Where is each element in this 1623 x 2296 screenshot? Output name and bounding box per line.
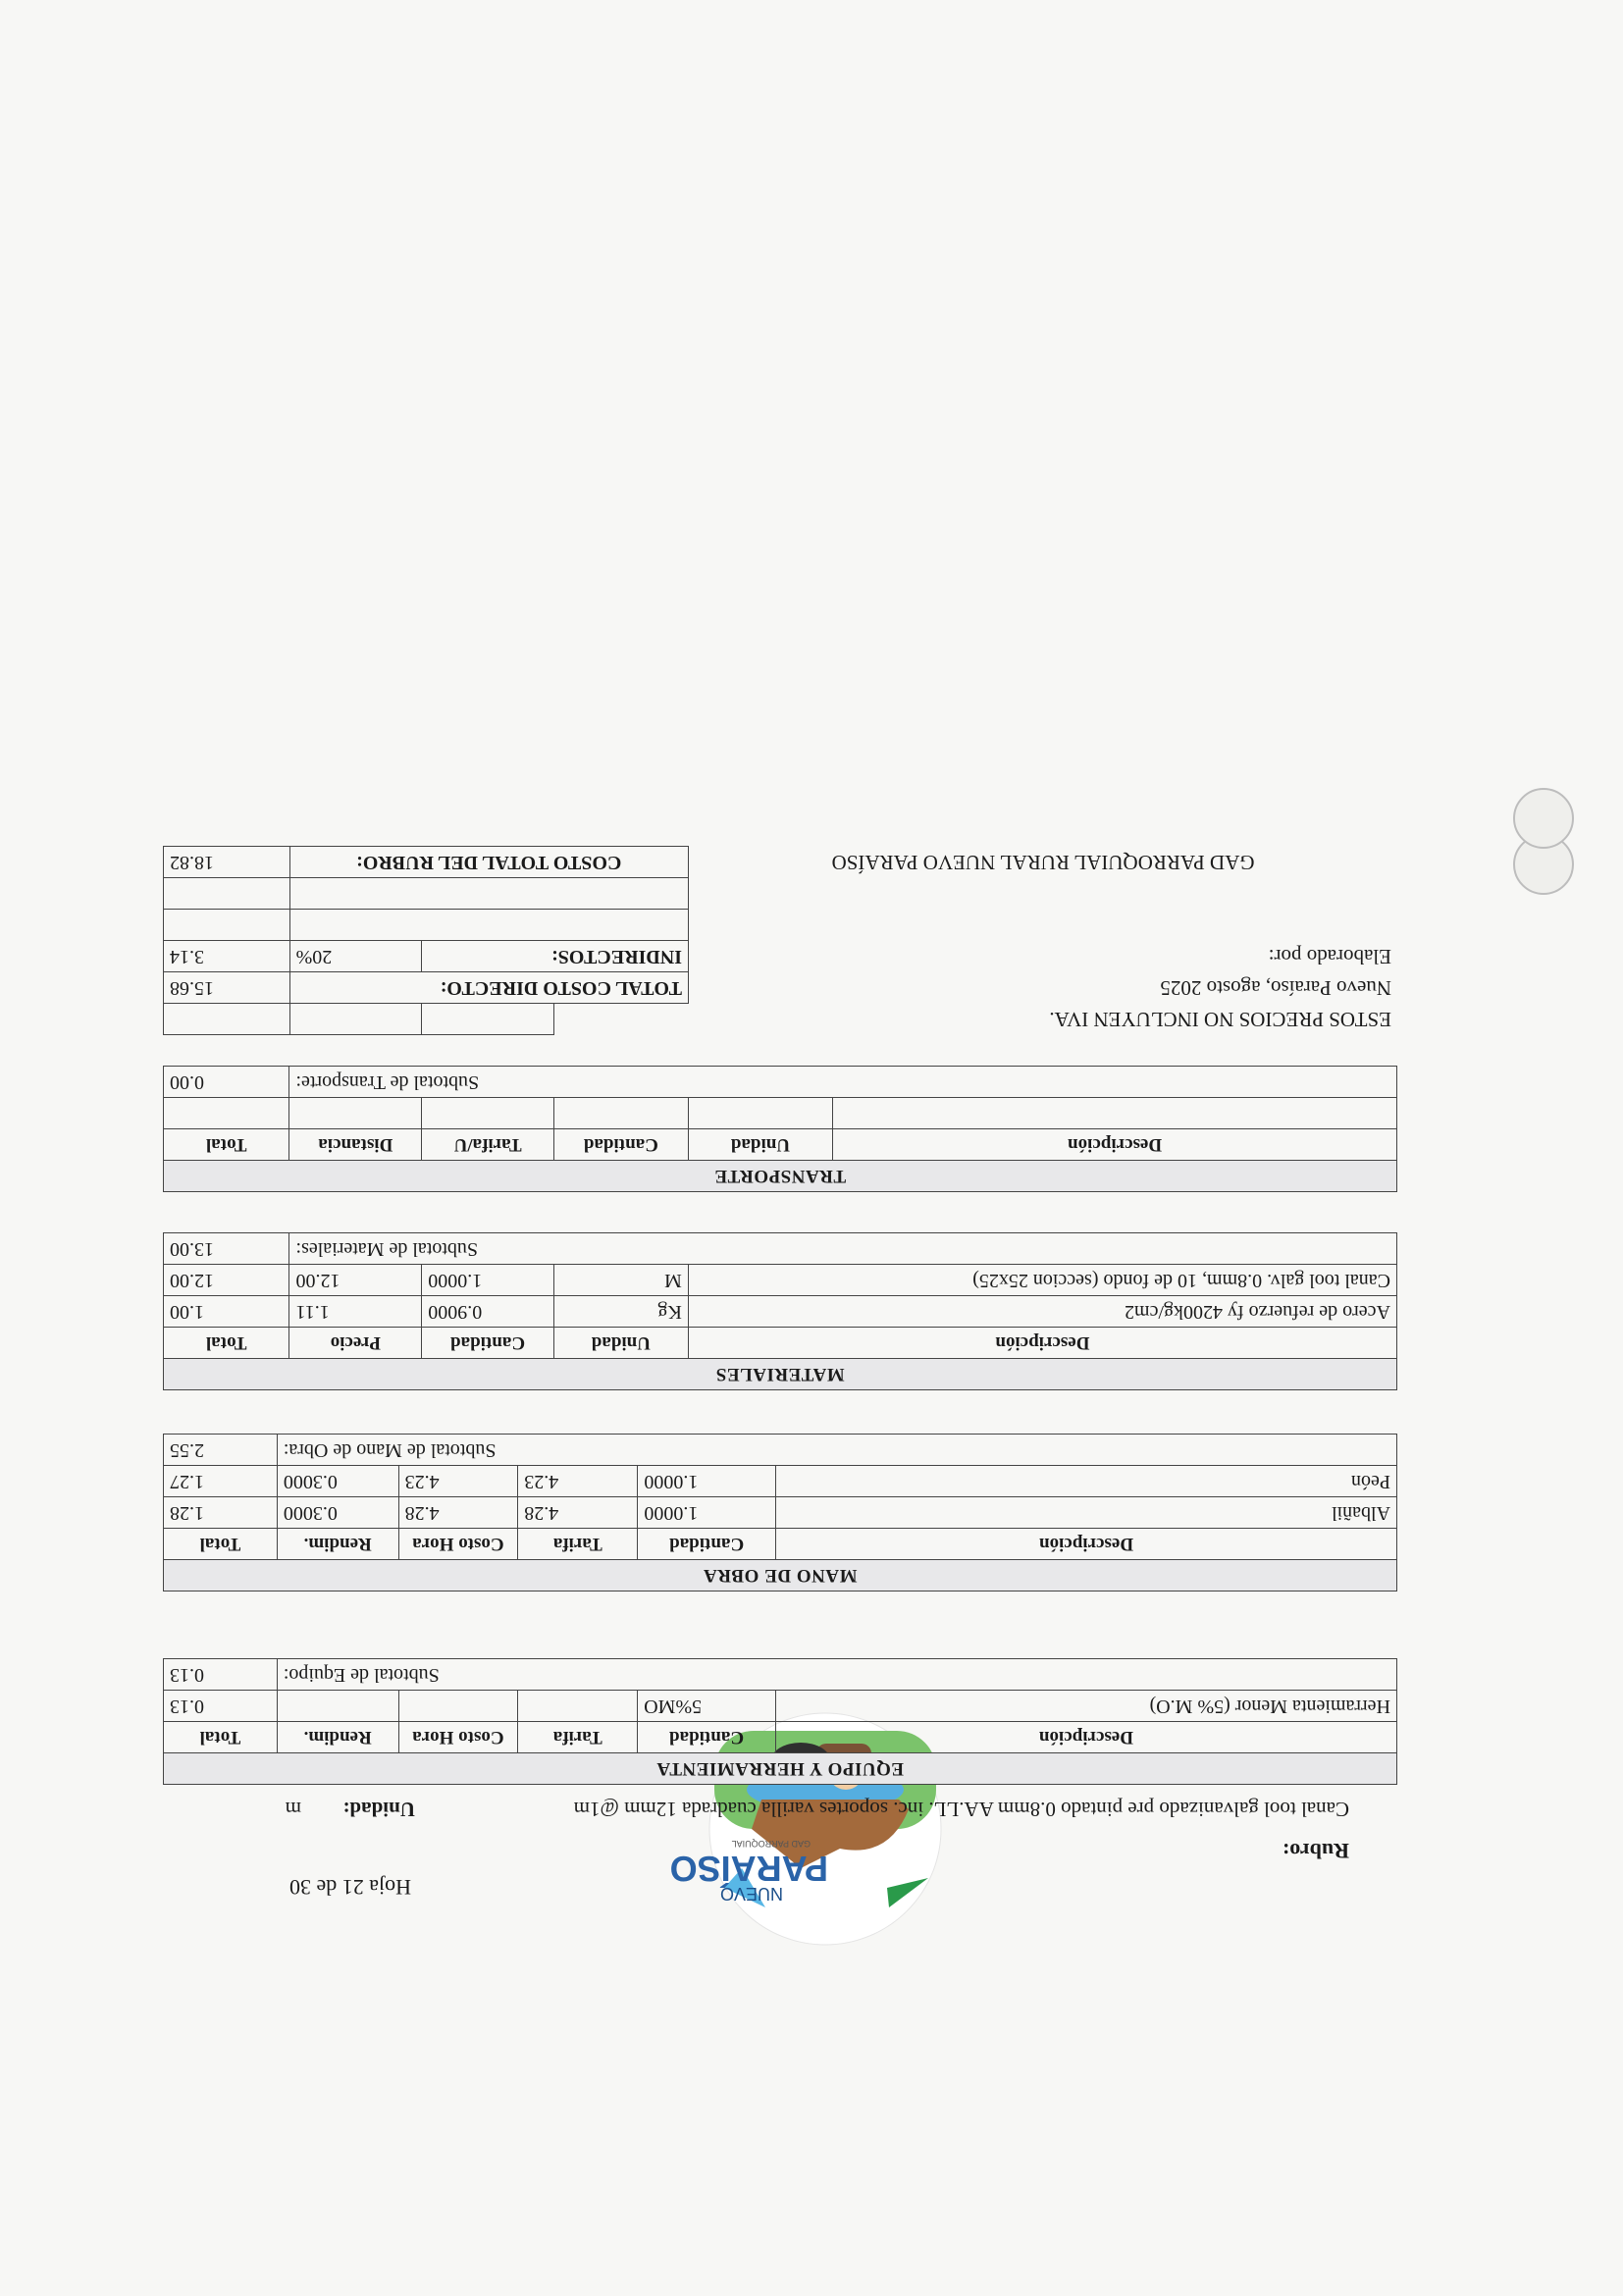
col-descripcion: Descripción [833,1129,1397,1161]
mano-obra-title: MANO DE OBRA [164,1560,1397,1592]
indirectos-pct: 20% [289,941,422,972]
costo-total-label: COSTO TOTAL DEL RUBRO: [289,847,689,878]
col-cantidad: Cantidad [553,1129,688,1161]
col-total: Total [164,1722,278,1753]
cell-total: 1.28 [164,1497,278,1529]
col-precio: Precio [289,1328,422,1359]
col-tarifa-u: Tarifa/U [422,1129,554,1161]
col-tarifa: Tarifa [518,1529,638,1560]
materiales-title: MATERIALES [164,1359,1397,1390]
col-cantidad: Cantidad [638,1529,776,1560]
col-rendim: Rendim. [277,1529,398,1560]
col-total: Total [164,1328,289,1359]
table-row [164,1497,1397,1529]
cell-cantidad: 1.0000 [638,1497,776,1529]
cell-costo-hora [398,1691,518,1722]
equipo-title: EQUIPO Y HERRAMIENTA [164,1753,1397,1785]
col-costo-hora: Costo Hora [398,1722,518,1753]
mano-obra-table [163,1434,1397,1592]
col-descripcion: Descripción [776,1529,1397,1560]
table-row [164,1691,1397,1722]
cell-tarifa: 4.28 [518,1497,638,1529]
entity-name: GAD PARROQUIAL RURAL NUEVO PARAÍSO [831,851,1255,874]
logo-line3: GAD PARROQUIAL [731,1839,811,1849]
table-row [164,1265,1397,1296]
elaborado-por: Elaborado por: [1268,945,1391,968]
logo-line1: NUEVO [719,1884,783,1904]
table-row [164,1466,1397,1497]
cell-descripcion: Acero de refuerzo fy 4200kg/cm2 [688,1296,1396,1328]
iva-note: ESTOS PRECIOS NO INCLUYEN IVA. [1049,1008,1391,1032]
cell-cantidad: 1.0000 [422,1265,554,1296]
cell-total: 1.00 [164,1296,289,1328]
col-rendim: Rendim. [277,1722,398,1753]
costo-total: 18.82 [164,847,290,878]
cell-rendim [277,1691,398,1722]
col-total: Total [164,1529,278,1560]
cell-precio: 12.00 [289,1265,422,1296]
cell-costo-hora: 4.23 [398,1466,518,1497]
cell-descripcion: Albañil [776,1497,1397,1529]
col-unidad: Unidad [553,1328,688,1359]
materiales-subtotal-label: Subtotal de Materiales: [289,1233,1397,1265]
col-tarifa: Tarifa [518,1722,638,1753]
total-directo-label: TOTAL COSTO DIRECTO: [289,972,689,1004]
transporte-title: TRANSPORTE [164,1161,1397,1192]
cell-cantidad: 1.0000 [638,1466,776,1497]
materiales-subtotal: 13.00 [164,1233,289,1265]
cell-cantidad: 0.9000 [422,1296,554,1328]
mano-obra-subtotal: 2.55 [164,1435,278,1466]
table-row [164,1098,1397,1129]
cell-descripcion: Herramienta Menor (5% M.O) [775,1691,1396,1722]
equipo-subtotal-label: Subtotal de Equipo: [277,1659,1396,1691]
cell-descripcion: Canal tool galv. 0.8mm, 10 de fondo (seccion 25x25) [688,1265,1396,1296]
cell-rendim: 0.3000 [277,1466,398,1497]
table-row [164,1296,1397,1328]
page-number: Hoja 21 de 30 [288,1875,411,1900]
transporte-subtotal: 0.00 [164,1067,289,1098]
equipo-subtotal: 0.13 [164,1659,278,1691]
cell-tarifa [518,1691,638,1722]
lugar-fecha: Nuevo Paraíso, agosto 2025 [1160,976,1391,1000]
unidad-value: m [285,1798,301,1821]
logo-line2: PARAÍSO [669,1849,828,1889]
cell-unidad: Kg [553,1296,688,1328]
materiales-table [163,1232,1397,1390]
col-descripcion: Descripción [688,1328,1396,1359]
cell-cantidad: 5%MO [638,1691,776,1722]
cell-precio: 1.11 [289,1296,422,1328]
cell-total: 12.00 [164,1265,289,1296]
col-unidad: Unidad [688,1129,832,1161]
rubro-label: Rubro: [1282,1839,1349,1863]
col-distancia: Distancia [289,1129,422,1161]
cell-total: 0.13 [164,1691,278,1722]
transporte-subtotal-label: Subtotal de Transporte: [289,1067,1397,1098]
cell-rendim: 0.3000 [277,1497,398,1529]
mano-obra-subtotal-label: Subtotal de Mano de Obra: [277,1435,1396,1466]
indirectos: 3.14 [164,941,290,972]
col-cantidad: Cantidad [638,1722,776,1753]
cell-tarifa: 4.23 [518,1466,638,1497]
transporte-table [163,1066,1397,1192]
cell-costo-hora: 4.28 [398,1497,518,1529]
cell-descripcion: Peón [776,1466,1397,1497]
total-directo: 15.68 [164,972,290,1004]
rubro-description: Canal tool galvanizado pre pintado 0.8mm AA.LL. inc. soportes varilla cuadrada 12mm @1m [573,1798,1349,1821]
indirectos-label: INDIRECTOS: [422,941,689,972]
unidad-label: Unidad: [342,1798,415,1821]
punch-hole-bottom [1513,788,1574,849]
col-costo-hora: Costo Hora [398,1529,518,1560]
col-cantidad: Cantidad [422,1328,554,1359]
equipo-table [163,1658,1397,1785]
cell-total: 1.27 [164,1466,278,1497]
cell-unidad: M [553,1265,688,1296]
col-total: Total [164,1129,289,1161]
col-descripcion: Descripción [775,1722,1396,1753]
totals-table [163,846,1397,1035]
